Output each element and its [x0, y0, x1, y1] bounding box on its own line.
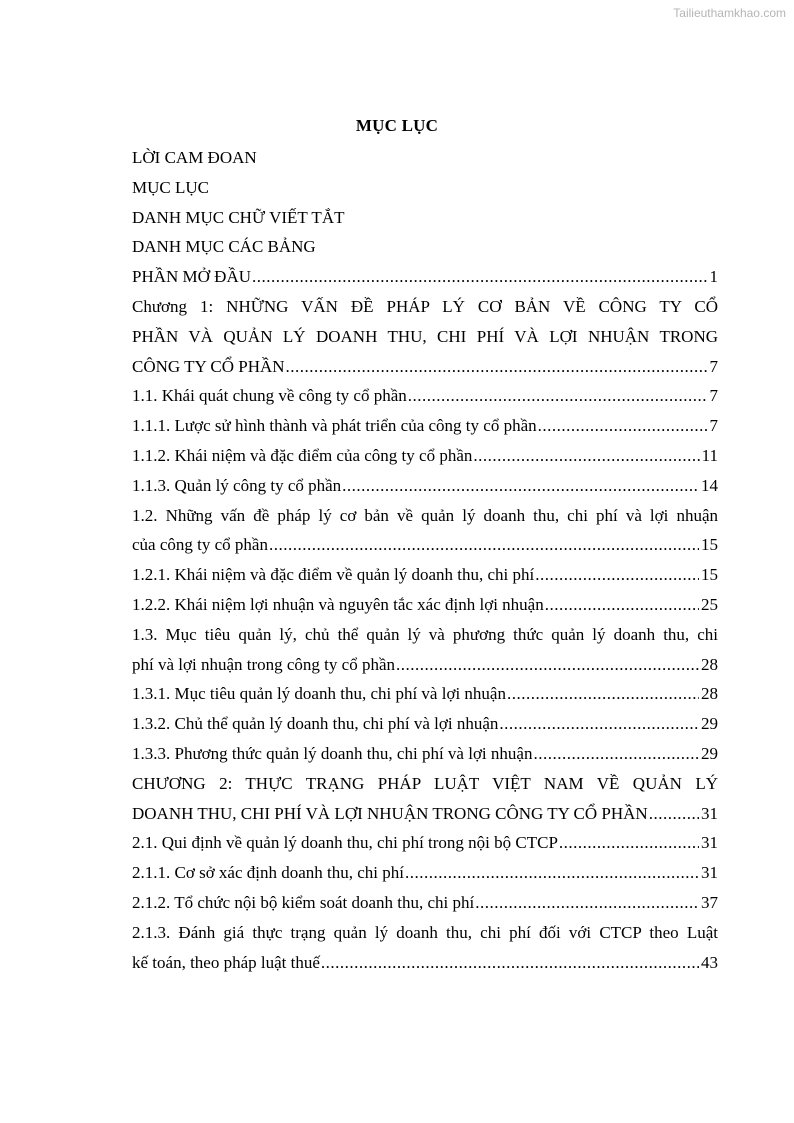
- toc-entry-line: [132, 709, 718, 739]
- toc-page-number: 7: [709, 386, 718, 406]
- dot-leader: [286, 352, 708, 382]
- toc-page-number: 31: [701, 833, 718, 853]
- toc-entries: [132, 262, 718, 977]
- toc-entry[interactable]: [132, 769, 718, 829]
- toc-entry-title: 1.2.1. Khái niệm và đặc điểm về quản lý doanh thu, chi phí: [132, 565, 535, 585]
- toc-entry-line: [132, 948, 718, 978]
- toc-entry-title: 1.1.1. Lược sử hình thành và phát triển của công ty cổ phần: [132, 416, 537, 436]
- toc-entry-heading-line: Chương 1: NHỮNG VẤN ĐỀ PHÁP LÝ CƠ BẢN VỀ CÔNG TY CỔ: [132, 296, 718, 316]
- toc-entry[interactable]: [132, 620, 718, 680]
- toc-entry-line: [132, 441, 718, 471]
- toc-entry-title: PHẦN MỞ ĐẦU: [132, 267, 252, 287]
- table-of-contents: [132, 143, 718, 977]
- toc-entry-heading-line: 2.1.3. Đánh giá thực trạng quản lý doanh thu, chi phí đối với CTCP theo Luật: [132, 922, 718, 942]
- dot-leader: [545, 590, 699, 620]
- toc-entry[interactable]: [132, 858, 718, 888]
- toc-page-number: 1: [709, 267, 718, 287]
- toc-entry-line: [132, 828, 718, 858]
- toc-entry-line: [132, 590, 718, 620]
- toc-page-number: 28: [701, 684, 718, 704]
- toc-entry-line: [132, 739, 718, 769]
- toc-entry-title: kế toán, theo pháp luật thuế: [132, 952, 320, 972]
- dot-leader: [538, 411, 708, 441]
- toc-entry-title: 1.1.3. Quản lý công ty cổ phần: [132, 475, 342, 495]
- toc-entry-line: [132, 858, 718, 888]
- toc-entry-title: 1.3.2. Chủ thể quản lý doanh thu, chi phí và lợi nhuận: [132, 714, 499, 734]
- toc-entry-title: 1.3.3. Phương thức quản lý doanh thu, chi phí và lợi nhuận: [132, 743, 533, 763]
- toc-entry-title: phí và lợi nhuận trong công ty cổ phần: [132, 654, 395, 674]
- toc-entry[interactable]: [132, 739, 718, 769]
- toc-entry-title: 1.3.1. Mục tiêu quản lý doanh thu, chi phí và lợi nhuận: [132, 684, 506, 704]
- dot-leader: [408, 381, 708, 411]
- toc-entry[interactable]: [132, 679, 718, 709]
- toc-entry-line: [132, 799, 718, 829]
- dot-leader: [252, 262, 707, 292]
- dot-leader: [507, 679, 699, 709]
- dot-leader: [321, 948, 699, 978]
- toc-entry-line: [132, 262, 718, 292]
- toc-entry-line: [132, 530, 718, 560]
- toc-page-number: 7: [709, 416, 718, 436]
- toc-entry-line: [132, 888, 718, 918]
- toc-entry[interactable]: [132, 262, 718, 292]
- toc-entry-line: [132, 471, 718, 501]
- toc-entry-title: 2.1.1. Cơ sở xác định doanh thu, chi phí: [132, 863, 405, 883]
- toc-page-number: 31: [701, 803, 718, 823]
- toc-entry[interactable]: [132, 381, 718, 411]
- toc-page-number: 43: [701, 952, 718, 972]
- toc-entry-title: của công ty cổ phần: [132, 535, 268, 555]
- toc-entry[interactable]: [132, 709, 718, 739]
- toc-page-number: 25: [701, 594, 718, 614]
- toc-entry-heading-line: 1.2. Những vấn đề pháp lý cơ bản về quản lý doanh thu, chi phí và lợi nhuận: [132, 505, 718, 525]
- toc-entry-title: CÔNG TY CỔ PHẦN: [132, 356, 285, 376]
- toc-entry[interactable]: [132, 918, 718, 978]
- dot-leader: [342, 471, 699, 501]
- toc-entry[interactable]: [132, 292, 718, 381]
- dot-leader: [499, 709, 699, 739]
- dot-leader: [535, 560, 699, 590]
- toc-entry-line: [132, 352, 718, 382]
- toc-entry-title: 2.1. Qui định về quản lý doanh thu, chi phí trong nội bộ CTCP: [132, 833, 558, 853]
- toc-page-number: 14: [701, 475, 718, 495]
- toc-page-number: 29: [701, 714, 718, 734]
- dot-leader: [559, 828, 699, 858]
- toc-entry-line: [132, 560, 718, 590]
- toc-entry[interactable]: [132, 828, 718, 858]
- toc-page-number: 15: [701, 535, 718, 555]
- toc-entry-title: 2.1.2. Tổ chức nội bộ kiểm soát doanh thu, chi phí: [132, 892, 475, 912]
- toc-entry-line: [132, 679, 718, 709]
- toc-page-number: 11: [701, 445, 718, 465]
- toc-entry[interactable]: [132, 501, 718, 561]
- toc-entry[interactable]: [132, 471, 718, 501]
- toc-front-matter-item[interactable]: DANH MỤC CÁC BẢNG: [132, 237, 316, 257]
- toc-entry-title: DOANH THU, CHI PHÍ VÀ LỢI NHUẬN TRONG CÔNG TY CỔ PHẦN: [132, 803, 648, 823]
- toc-page-number: 31: [701, 863, 718, 883]
- page-title: MỤC LỤC: [355, 116, 439, 135]
- toc-entry[interactable]: [132, 888, 718, 918]
- toc-page-number: 7: [709, 356, 718, 376]
- toc-front-matter-item[interactable]: LỜI CAM ĐOAN: [132, 148, 257, 167]
- toc-entry-line: [132, 411, 718, 441]
- dot-leader: [269, 530, 699, 560]
- toc-entry-heading-line: PHẦN VÀ QUẢN LÝ DOANH THU, CHI PHÍ VÀ LỢI NHUẬN TRONG: [132, 326, 718, 346]
- toc-entry-title: 1.1. Khái quát chung về công ty cổ phần: [132, 386, 407, 406]
- toc-entry-heading-line: 1.3. Mục tiêu quản lý, chủ thể quản lý và phương thức quản lý doanh thu, chi: [132, 624, 718, 644]
- dot-leader: [396, 650, 699, 680]
- toc-front-matter-item[interactable]: DANH MỤC CHỮ VIẾT TẮT: [132, 207, 345, 227]
- dot-leader: [533, 739, 699, 769]
- toc-entry-title: 1.1.2. Khái niệm và đặc điểm của công ty cổ phần: [132, 445, 473, 465]
- toc-page-number: 29: [701, 743, 718, 763]
- toc-entry-heading-line: CHƯƠNG 2: THỰC TRẠNG PHÁP LUẬT VIỆT NAM VỀ QUẢN LÝ: [132, 773, 718, 793]
- toc-entry-line: [132, 650, 718, 680]
- toc-entry-title: 1.2.2. Khái niệm lợi nhuận và nguyên tắc xác định lợi nhuận: [132, 594, 544, 614]
- toc-page-number: 15: [701, 565, 718, 585]
- dot-leader: [473, 441, 699, 471]
- dot-leader: [405, 858, 699, 888]
- toc-page-number: 28: [701, 654, 718, 674]
- toc-entry-line: [132, 381, 718, 411]
- toc-entry[interactable]: [132, 411, 718, 441]
- toc-entry[interactable]: [132, 441, 718, 471]
- toc-entry[interactable]: [132, 590, 718, 620]
- toc-entry[interactable]: [132, 560, 718, 590]
- toc-page-number: 37: [701, 892, 718, 912]
- toc-front-matter-item[interactable]: MỤC LỤC: [132, 177, 209, 197]
- dot-leader: [475, 888, 699, 918]
- dot-leader: [649, 799, 699, 829]
- watermark-text: Tailieuthamkhao.com: [673, 6, 786, 20]
